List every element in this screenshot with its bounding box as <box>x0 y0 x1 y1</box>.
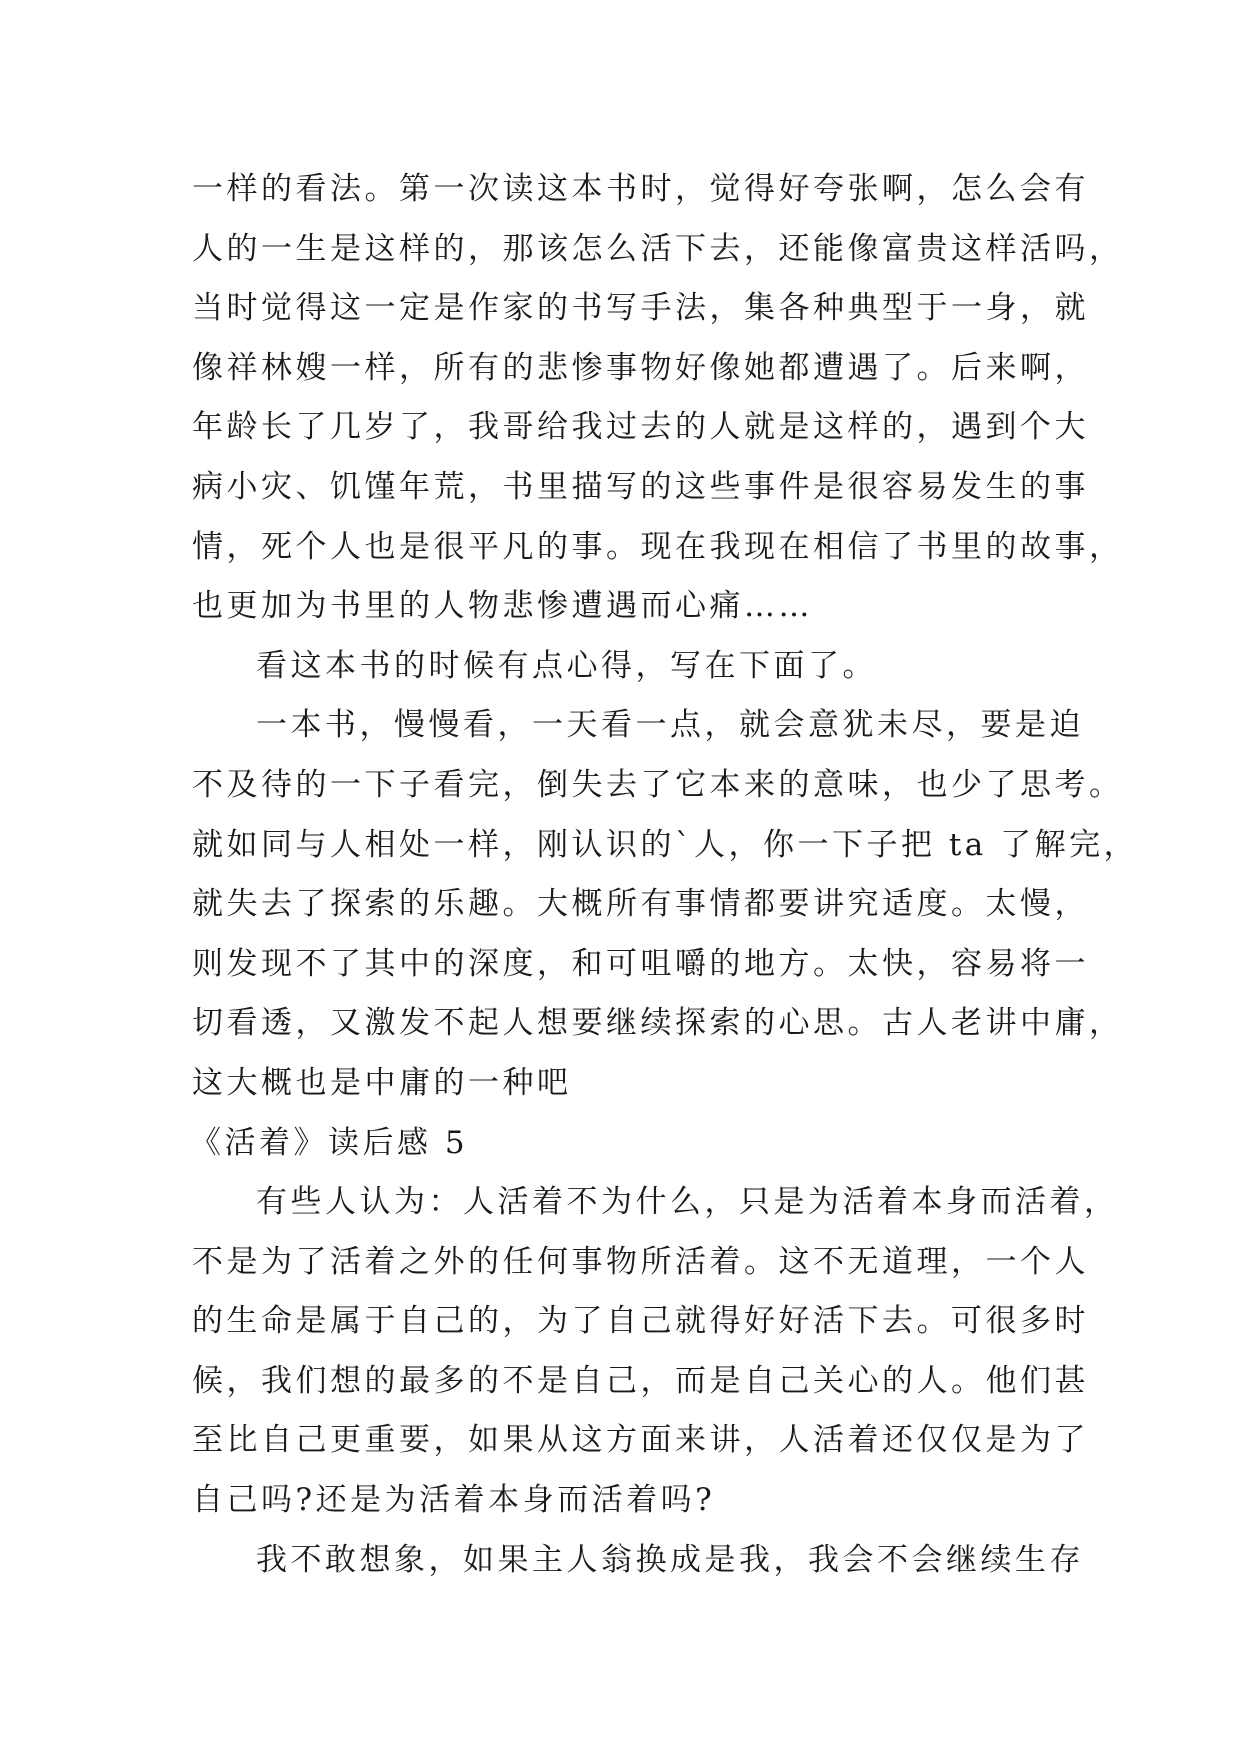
paragraph-first-line: 看这本书的时候有点心得，写在下面了。 <box>256 647 877 684</box>
text-line: 一样的看法。第一次读这本书时，觉得好夸张啊，怎么会有 <box>192 171 1089 207</box>
text-line: 自己吗?还是为活着本身而活着吗? <box>192 1482 716 1519</box>
text-line: 年龄长了几岁了，我哥给我过去的人就是这样的，遇到个大 <box>192 409 1089 446</box>
text-line: 情，死个人也是很平凡的事。现在我现在相信了书里的故事， <box>192 528 1124 565</box>
text-line: 当时觉得这一定是作家的书写手法，集各种典型于一身，就 <box>192 290 1089 327</box>
text-line: 也更加为书里的人物悲惨遭遇而心痛…… <box>192 588 813 625</box>
text-line: 至比自己更重要，如果从这方面来讲，人活着还仅仅是为了 <box>192 1422 1089 1459</box>
text-line: 则发现不了其中的深度，和可咀嚼的地方。太快，容易将一 <box>192 945 1089 982</box>
text-line: 候，我们想的最多的不是自己，而是自己关心的人。他们甚 <box>192 1362 1089 1399</box>
section-heading: 《活着》读后感 5 <box>190 1124 469 1161</box>
paragraph-first-line: 有些人认为：人活着不为什么，只是为活着本身而活着， <box>256 1184 1119 1221</box>
text-line: 就失去了探索的乐趣。大概所有事情都要讲究适度。太慢， <box>192 886 1089 923</box>
text-line: 这大概也是中庸的一种吧 <box>192 1064 572 1101</box>
text-line: 像祥林嫂一样，所有的悲惨事物好像她都遭遇了。后来啊， <box>192 349 1089 386</box>
text-line: 不是为了活着之外的任何事物所活着。这不无道理，一个人 <box>192 1243 1089 1280</box>
text-line: 就如同与人相处一样，刚认识的`人，你一下子把 ta 了解完， <box>192 826 1139 863</box>
paragraph-first-line: 我不敢想象，如果主人翁换成是我，我会不会继续生存 <box>256 1541 1084 1578</box>
text-line: 的生命是属于自己的，为了自己就得好好活下去。可很多时 <box>192 1303 1089 1340</box>
document-body <box>190 160 1139 1590</box>
text-line: 不及待的一下子看完，倒失去了它本来的意味，也少了思考。 <box>192 766 1124 803</box>
paragraph-first-line: 一本书，慢慢看，一天看一点，就会意犹未尽，要是迫 <box>256 707 1084 744</box>
text-line: 人的一生是这样的，那该怎么活下去，还能像富贵这样活吗， <box>192 230 1124 267</box>
text-line: 病小灾、饥馑年荒，书里描写的这些事件是很容易发生的事 <box>192 468 1089 505</box>
text-line: 切看透，又激发不起人想要继续探索的心思。古人老讲中庸， <box>192 1005 1124 1042</box>
